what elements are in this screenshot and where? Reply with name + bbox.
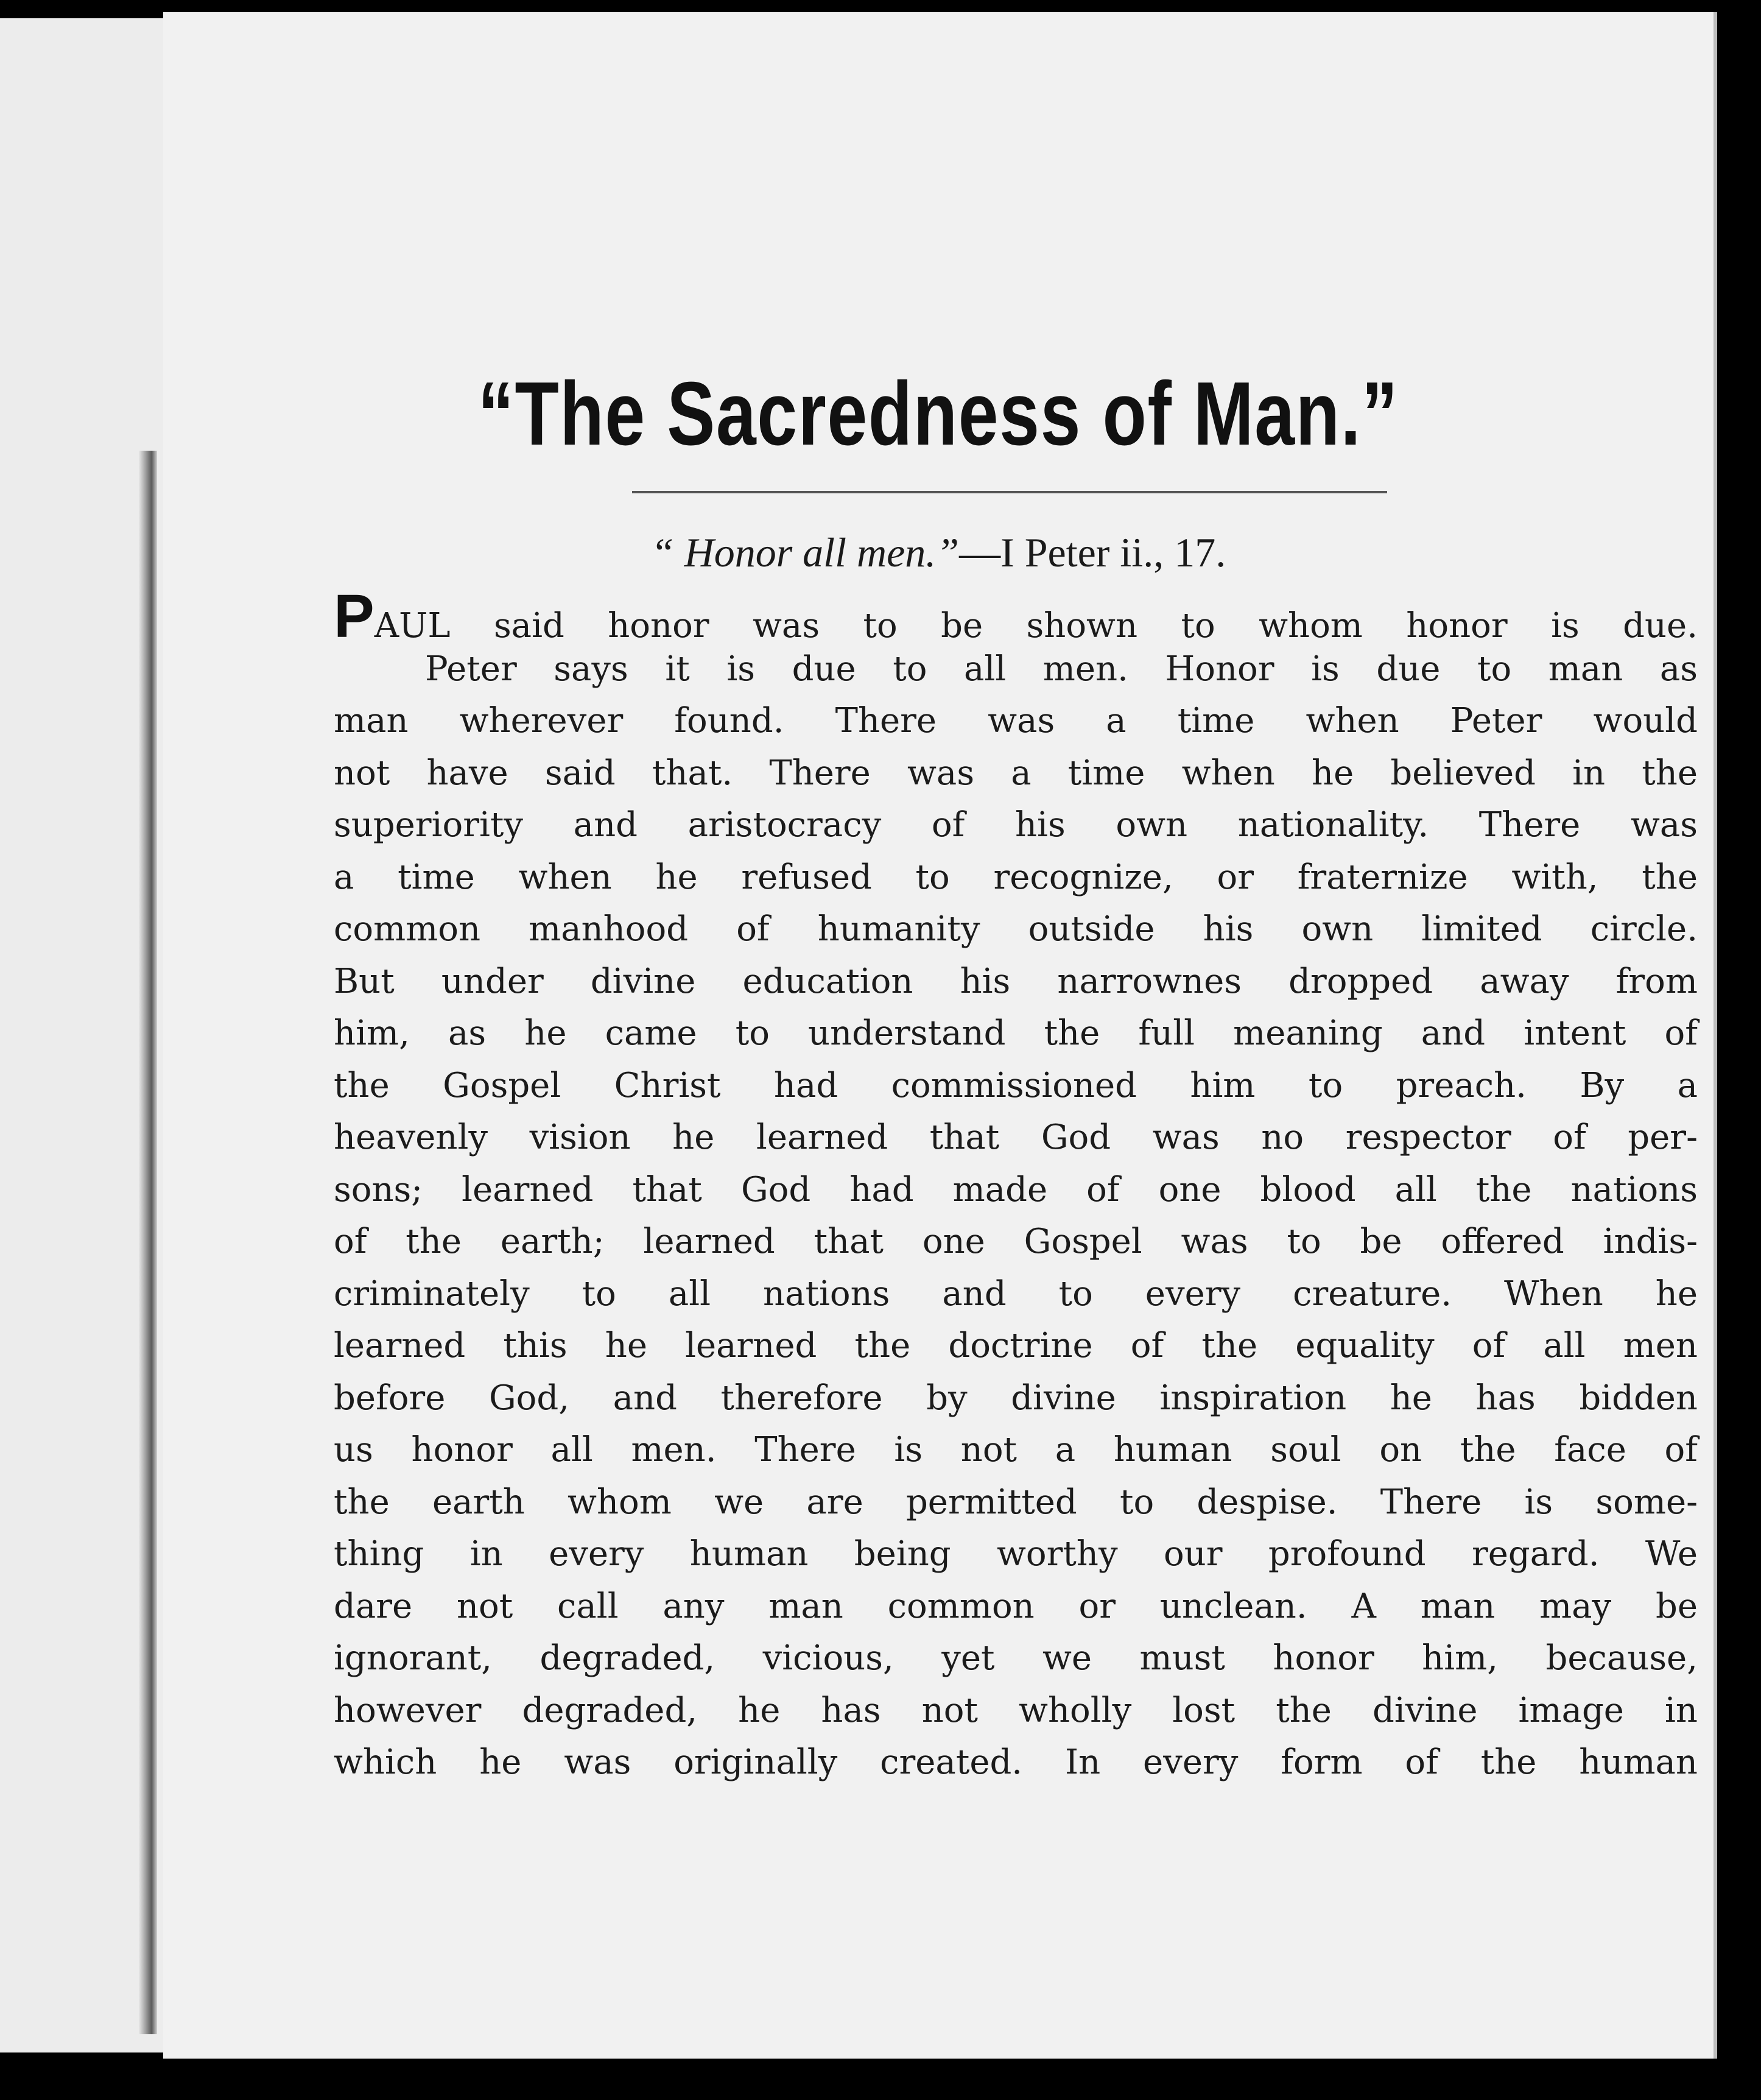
body-line [334,582,1698,650]
body-line: heavenly vision he learned that God was no respector of per- [334,1118,1698,1157]
title-rule [632,491,1387,493]
body-line: us honor all men. There is not a human soul on the face of [334,1430,1698,1470]
body-line: Peter says it is due to all men. Honor is due to man as [425,649,1698,689]
body-text [334,582,1698,1789]
body-line: But under divine education his narrownes dropped away from [334,961,1698,1001]
body-line: the Gospel Christ had commissioned him to preach. By a [334,1065,1698,1105]
body-line: superiority and aristocracy of his own nationality. There was [334,805,1698,845]
body-line-text: AUL said honor was to be shown to whom honor is due. [374,606,1698,646]
body-line: criminately to all nations and to every creature. When he [334,1274,1698,1314]
body-line: a time when he refused to recognize, or fraternize with, the [334,857,1698,897]
page [163,12,1714,2059]
body-line: man wherever found. There was a time when Peter would [334,701,1698,741]
body-line: ignorant, degraded, vicious, yet we must honor him, because, [334,1638,1698,1678]
body-line: dare not call any man common or unclean. A man may be [334,1586,1698,1626]
page-title: “The Sacredness of Man.” [477,364,1399,464]
body-line: him, as he came to understand the full meaning and intent of [334,1013,1698,1053]
body-line: not have said that. There was a time when he believed in the [334,753,1698,793]
epigraph [163,525,1714,580]
body-line: sons; learned that God had made of one blood all the nations [334,1169,1698,1210]
body-line: of the earth; learned that one Gospel was to be offered indis- [334,1222,1698,1261]
body-line: learned this he learned the doctrine of the equality of all men [334,1326,1698,1365]
body-line: common manhood of humanity outside his own limited circle. [334,909,1698,949]
scan-border [163,2059,1714,2100]
body-line: the earth whom we are permitted to despise. There is some- [334,1482,1698,1522]
epigraph-quote: “ Honor all men.” [650,529,960,576]
body-line: thing in every human being worthy our profound regard. We [334,1534,1698,1574]
body-line: which he was originally created. In every form of the human [334,1742,1698,1782]
epigraph-citation: —I Peter ii., 17. [959,529,1226,576]
body-line: before God, and therefore by divine inspiration he has bidden [334,1378,1698,1418]
drop-cap: P [334,582,374,650]
page-edge [1714,12,1717,2059]
page-gutter-shadow [139,451,157,2034]
body-line: however degraded, he has not wholly lost the divine image in [334,1690,1698,1730]
